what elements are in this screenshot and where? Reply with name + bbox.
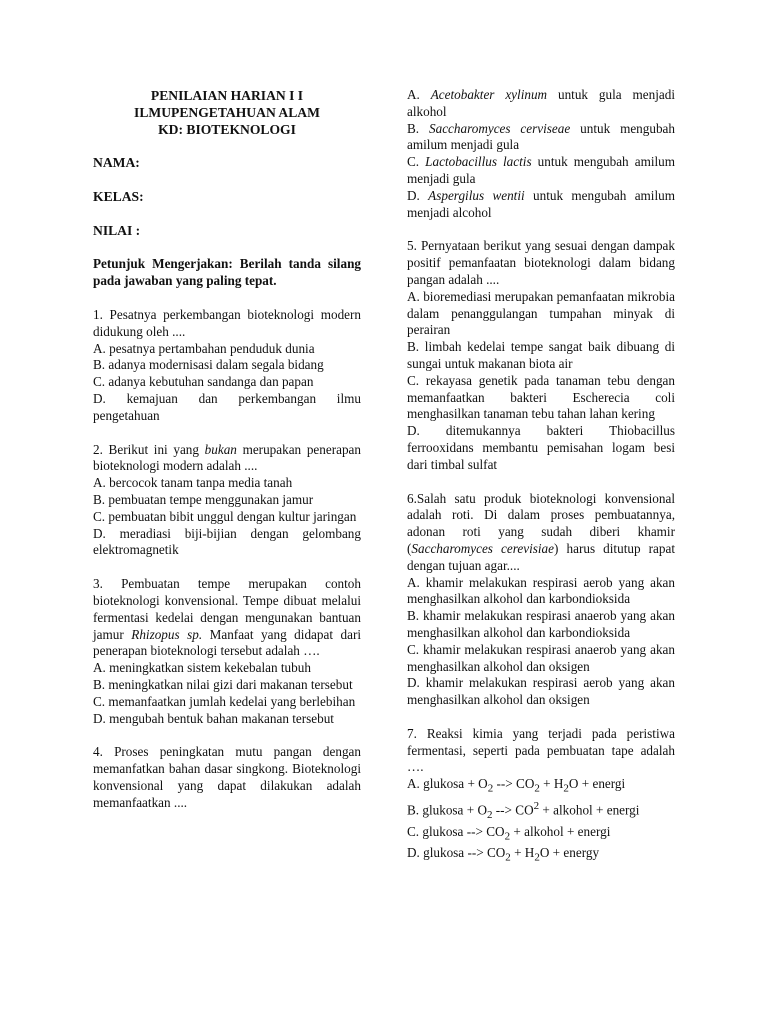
class-field: KELAS: — [93, 188, 144, 204]
question-5-option-a: A. bioremediasi merupakan pemanfaatan mikrobia dalam penanggulangan tumpahan minyak di perairan — [407, 288, 675, 338]
question-2-option-a: A. bercocok tanam tanpa media tanah — [93, 475, 293, 491]
question-3-option-d: D. mengubah bentuk bahan makanan tersebut — [93, 710, 334, 726]
question-3 — [93, 576, 361, 727]
question-7-option-d: D. glukosa --> $CO_2 + H_2O$ + energy — [407, 844, 600, 864]
question-3-stem: 3. Pembuatan tempe merupakan contoh bioteknologi konvensional. Tempe dibuat melalui fermentasi kedelai dengan mengunakan bantuan jamur Rhizopus sp. Manfaat yang didapat dari penerapan bioteknologi tersebut adalah …. — [93, 576, 361, 659]
question-2 — [93, 442, 361, 560]
question-2-option-d: D. meradiasi biji-bijian dengan gelombang elektromagnetik — [93, 525, 361, 558]
question-1-option-b: B. adanya modernisasi dalam segala bidang — [93, 357, 324, 373]
question-4-option-c: C. Lactobacillus lactis untuk mengubah amilum menjadi gula — [407, 154, 675, 186]
question-5-stem: 5. Pernyataan berikut yang sesuai dengan dampak positif pemanfaatan bioteknologi dalam bidang pangan adalah .... — [407, 238, 675, 287]
worksheet-header — [93, 87, 361, 138]
question-7 — [407, 726, 675, 867]
question-4-option-d: D. Aspergilus wentii untuk mengubah amilum menjadi alcohol — [407, 187, 675, 220]
question-1-stem: 1. Pesatnya perkembangan bioteknologi modern didukung oleh .... — [93, 306, 361, 339]
question-7-option-a: A. glukosa + $O_2$ --> $CO_2 + H_2O$ + energi — [407, 776, 626, 795]
question-1-option-c: C. adanya kebutuhan sandanga dan papan — [93, 374, 314, 390]
question-2-option-c: C. pembuatan bibit unggul dengan kultur jaringan — [93, 508, 357, 524]
instructions: Petunjuk Mengerjakan: Berilah tanda silang pada jawaban yang paling tepat. — [93, 256, 361, 289]
name-field: NAMA: — [93, 155, 140, 170]
question-5-option-d: D. ditemukannya bakteri Thiobacillus ferrooxidans membantu pemisahan logam besi dari timbal sulfat — [407, 423, 675, 472]
right-column — [407, 87, 675, 866]
question-3-option-b: B. meningkatkan nilai gizi dari makanan tersebut — [93, 676, 353, 692]
question-1-option-d: D. kemajuan dan perkembangan ilmu pengetahuan — [93, 390, 361, 423]
question-7-stem: 7. Reaksi kimia yang terjadi pada peristiwa fermentasi, seperti pada pembuatan tape adalah …. — [407, 725, 675, 775]
left-column — [93, 87, 361, 812]
question-1 — [93, 307, 361, 425]
question-6-option-d: D. khamir melakukan respirasi aerob yang akan menghasilkan alkohol dan oksigen — [407, 675, 675, 708]
question-4-options — [407, 87, 675, 221]
score-field: NILAI : — [93, 222, 141, 238]
question-4-option-b: B. Saccharomyces cerviseae untuk mengubah amilum menjadi gula — [407, 120, 676, 153]
question-4-option-a: A. Acetobakter xylinum untuk gula menjadi alkohol — [407, 87, 675, 119]
question-7-option-c: C. glukosa --> $CO_2$ + alkohol + energi — [407, 823, 611, 843]
header-title: PENILAIAN HARIAN I I — [150, 88, 304, 103]
question-3-option-c: C. memanfaatkan jumlah kedelai yang berlebihan — [93, 693, 356, 709]
question-2-option-b: B. pembuatan tempe menggunakan jamur — [93, 491, 314, 507]
header-subject: ILMUPENGETAHUAN ALAM — [134, 105, 320, 120]
question-5 — [407, 238, 675, 473]
question-2-stem: 2. Berikut ini yang bukan merupakan penerapan bioteknologi modern adalah .... — [93, 441, 361, 474]
header-topic: KD: BIOTEKNOLOGI — [158, 122, 296, 137]
question-6-option-a: A. khamir melakukan respirasi aerob yang akan menghasilkan alkohol dan karbondioksida — [407, 574, 675, 607]
question-6-stem: 6.Salah satu produk bioteknologi konvensional adalah roti. Di dalam proses pembuatannya, adonan roti yang sudah diberi khamir (Saccharomyces cerevisiae) harus ditutup rapat dengan tujuan agar.... — [407, 490, 675, 573]
question-5-option-c: C. rekayasa genetik pada tanaman tebu dengan memanfaatkan bakteri Escherecia coli menghasilkan tanaman tebu tahan lahan kering — [407, 372, 675, 422]
question-6 — [407, 491, 675, 709]
question-1-option-a: A. pesatnya pertambahan penduduk dunia — [93, 340, 315, 356]
question-4 — [93, 744, 361, 811]
question-6-option-c: C. khamir melakukan respirasi anaerob yang akan menghasilkan alkohol dan oksigen — [407, 641, 675, 674]
question-6-option-b: B. khamir melakukan respirasi anaerob yang akan menghasilkan alkohol dan karbondioksida — [407, 608, 675, 640]
question-4-stem: 4. Proses peningkatan mutu pangan dengan memanfatkan bahan dasar singkong. Bioteknologi konvensional yang dapat dilakukan adalah memanfaatkan .... — [93, 744, 361, 810]
question-7-option-b: B. glukosa + $O_2$ --> $CO^2$ + alkohol + energi — [407, 799, 640, 821]
question-3-option-a: A. meningkatkan sistem kekebalan tubuh — [93, 660, 311, 676]
question-5-option-b: B. limbah kedelai tempe sangat baik dibuang di sungai untuk makanan biota air — [407, 339, 675, 371]
